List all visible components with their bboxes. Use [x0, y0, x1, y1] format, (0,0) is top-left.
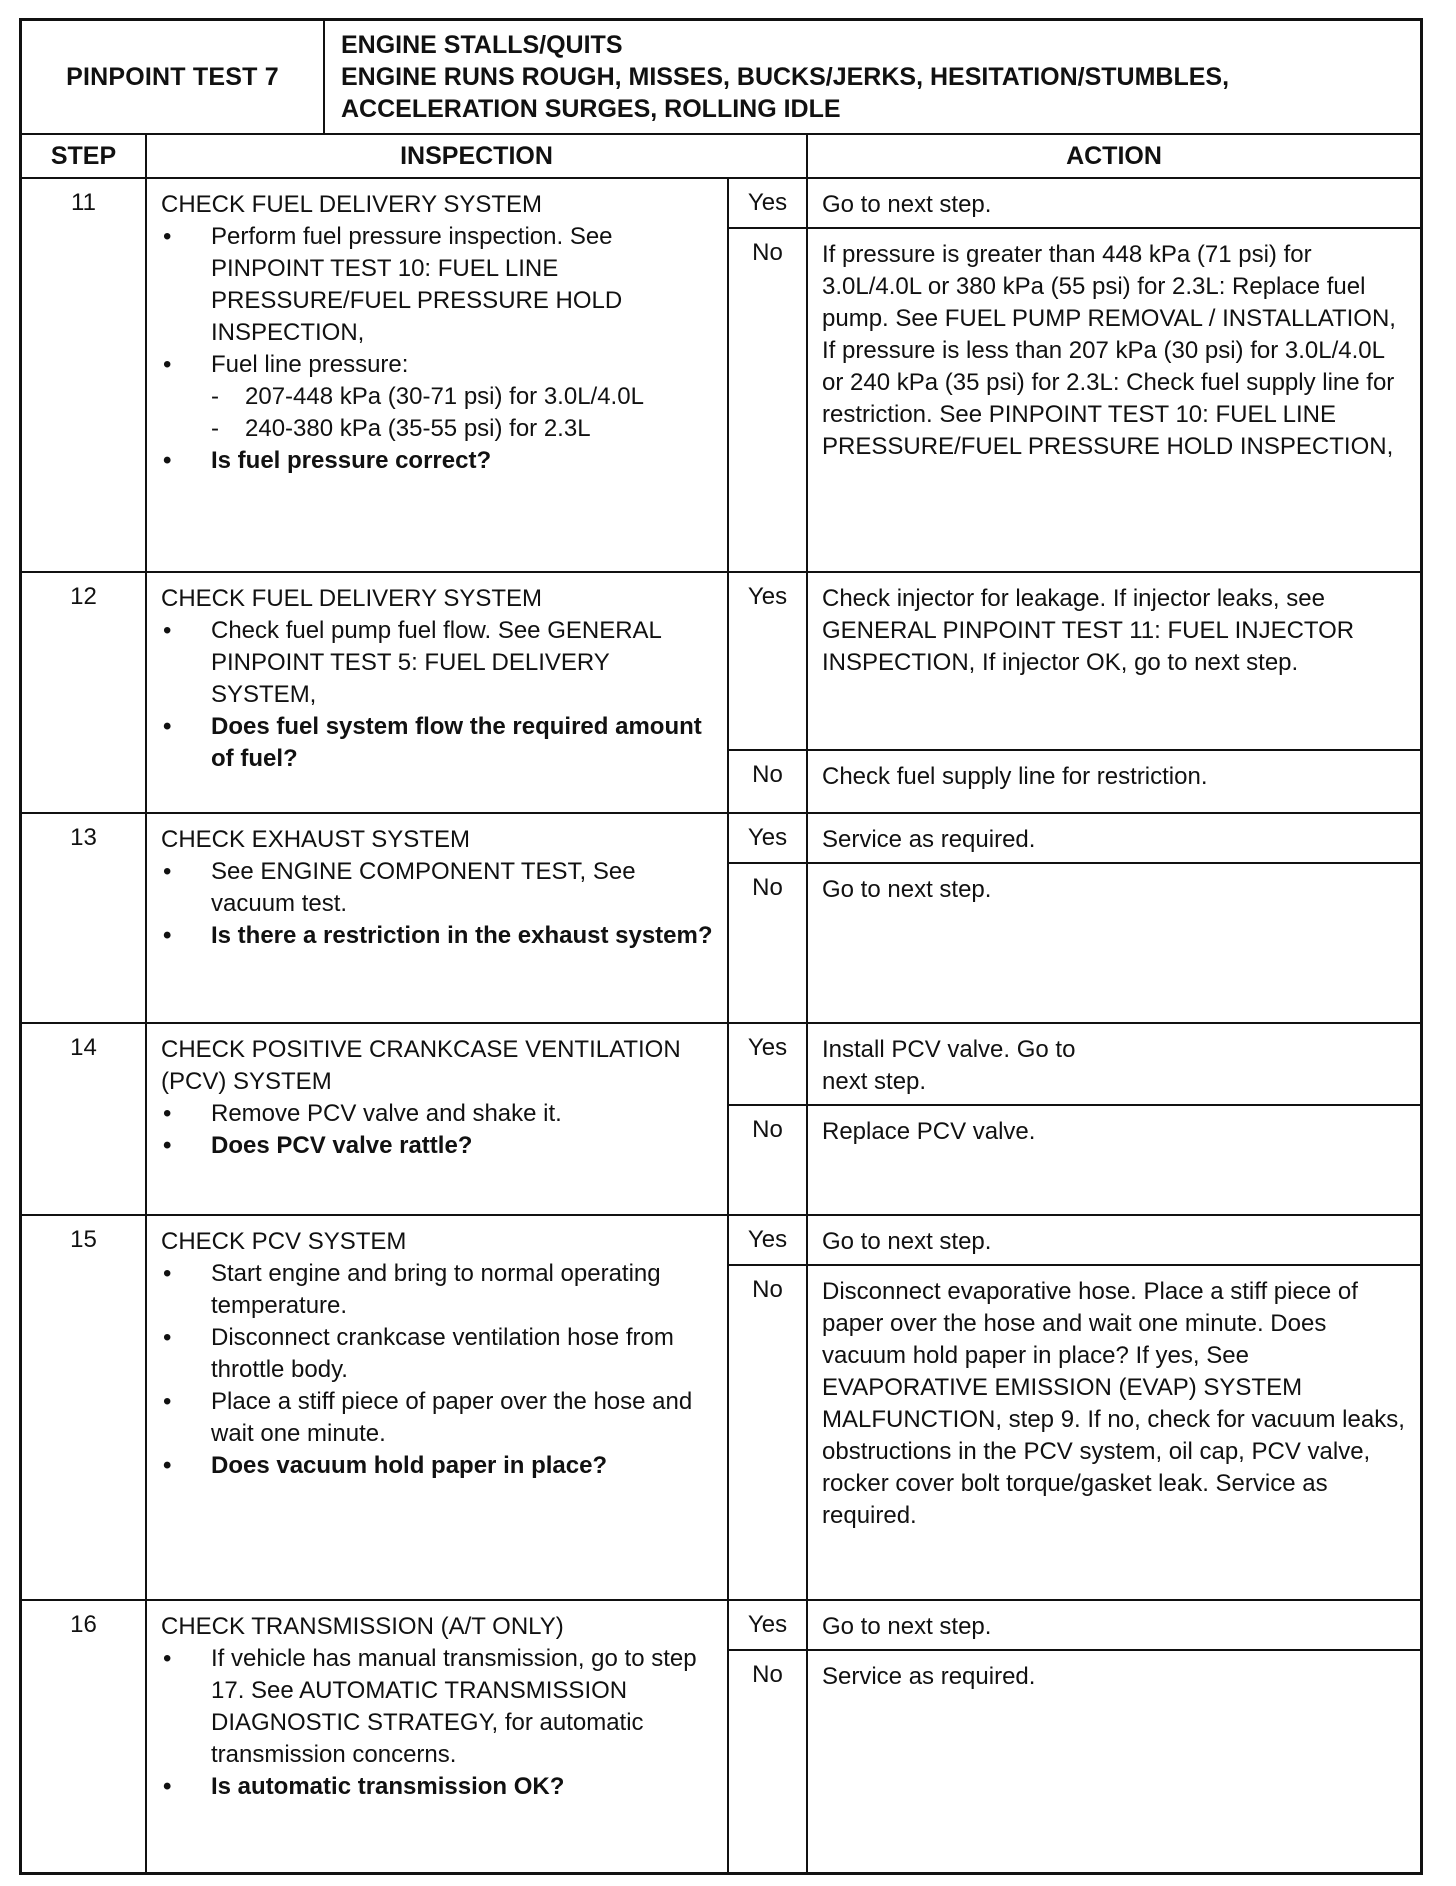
step-title: CHECK POSITIVE CRANKCASE VENTILATION (PCV) SYSTEM: [161, 1036, 681, 1095]
step-row-11: [22, 179, 1420, 573]
yes-action: Install PCV valve. Go to next step.: [822, 1036, 1076, 1095]
yes-label: Yes: [729, 1024, 808, 1104]
no-label: No: [729, 751, 808, 812]
bullet-icon: •: [163, 1773, 172, 1800]
dash-icon: -: [211, 383, 219, 410]
symptom-line: ENGINE STALLS/QUITS: [341, 31, 623, 59]
no-answer: [729, 749, 1420, 812]
answer-column: [729, 179, 1420, 571]
no-action: Replace PCV valve.: [822, 1118, 1036, 1145]
symptom-line: ACCELERATION SURGES, ROLLING IDLE: [341, 95, 841, 123]
yes-answer: [729, 1601, 1420, 1649]
inspection-column-header: INSPECTION: [147, 135, 808, 177]
no-label: No: [729, 229, 808, 571]
inspection-cell: [147, 573, 729, 812]
bullet-icon: •: [163, 1645, 172, 1672]
yes-label: Yes: [729, 1601, 808, 1649]
yes-label: Yes: [729, 179, 808, 227]
bullet-icon: •: [163, 858, 172, 885]
step-title: CHECK EXHAUST SYSTEM: [161, 826, 470, 853]
inspection-bullet: • Remove PCV valve and shake it.: [161, 1098, 717, 1130]
yes-action: Go to next step.: [822, 1228, 992, 1255]
yes-answer: [729, 814, 1420, 862]
yes-label: Yes: [729, 1216, 808, 1264]
inspection-question: • Is automatic transmission OK?: [161, 1771, 717, 1803]
step-title: CHECK PCV SYSTEM: [161, 1228, 407, 1255]
yes-answer: [729, 1216, 1420, 1264]
step-number: 16: [22, 1601, 147, 1872]
no-action: Service as required.: [822, 1663, 1036, 1690]
no-action: Check fuel supply line for restriction.: [822, 763, 1208, 790]
step-row-16: [22, 1601, 1420, 1872]
yes-action: Service as required.: [822, 826, 1036, 853]
bullet-icon: •: [163, 1388, 172, 1415]
step-row-13: [22, 814, 1420, 1024]
answer-column: [729, 814, 1420, 1022]
step-number: 11: [22, 179, 147, 571]
yes-action: Go to next step.: [822, 191, 992, 218]
column-header-row: [22, 133, 1420, 179]
step-row-14: [22, 1024, 1420, 1216]
answer-column: [729, 1024, 1420, 1214]
test-title: PINPOINT TEST 7: [22, 21, 325, 133]
inspection-question: • Does PCV valve rattle?: [161, 1130, 717, 1162]
bullet-icon: •: [163, 351, 172, 378]
bullet-icon: •: [163, 922, 172, 949]
pinpoint-test-table: [19, 18, 1423, 1875]
inspection-bullet: • Fuel line pressure:: [161, 349, 717, 381]
step-column-header: STEP: [22, 135, 147, 177]
step-title: CHECK TRANSMISSION (A/T ONLY): [161, 1613, 564, 1640]
no-label: No: [729, 1106, 808, 1214]
step-title: CHECK FUEL DELIVERY SYSTEM: [161, 191, 542, 218]
inspection-cell: [147, 1024, 729, 1214]
bullet-icon: •: [163, 1452, 172, 1479]
step-row-12: [22, 573, 1420, 814]
yes-answer: [729, 179, 1420, 227]
inspection-subitem: - 240-380 kPa (35-55 psi) for 2.3L: [161, 413, 717, 445]
inspection-bullet: • Disconnect crankcase ventilation hose from throttle body.: [163, 1324, 674, 1383]
step-title: CHECK FUEL DELIVERY SYSTEM: [161, 585, 542, 612]
no-answer: [729, 862, 1420, 1022]
bullet-icon: •: [163, 1132, 172, 1159]
inspection-bullet: • Start engine and bring to normal operating temperature.: [163, 1260, 661, 1319]
answer-column: [729, 1601, 1420, 1872]
yes-action: Go to next step.: [822, 1613, 992, 1640]
no-answer: [729, 1264, 1420, 1599]
step-number: 12: [22, 573, 147, 812]
answer-column: [729, 1216, 1420, 1599]
symptom-line: ENGINE RUNS ROUGH, MISSES, BUCKS/JERKS, HESITATION/STUMBLES,: [341, 63, 1230, 91]
step-number: 14: [22, 1024, 147, 1214]
yes-label: Yes: [729, 573, 808, 749]
bullet-icon: •: [163, 1260, 172, 1287]
no-action: Disconnect evaporative hose. Place a stiff piece of paper over the hose and wait one minute. Does vacuum hold paper in place? If yes, See EVAPORATIVE EMISSION (EVAP) SYSTEM MALFUNCTION, step 9. If no, check for vacuum leaks, obstructions in the PCV system, oil cap, PCV valve, rocker cover bolt torque/gasket leak. Service as required.: [822, 1278, 1405, 1529]
dash-icon: -: [211, 415, 219, 442]
no-action: Go to next step.: [822, 876, 992, 903]
no-action: If pressure is greater than 448 kPa (71 psi) for 3.0L/4.0L or 380 kPa (55 psi) for 2.3L: Replace fuel pump. See FUEL PUMP REMOVAL / INSTALLATION, If pressure is less than 207 kPa (30 psi) for 3.0L/4.0L or 240 kPa (35 psi) for 2.3L: Check fuel supply line for restriction. See PINPOINT TEST 10: FUEL LINE PRESSURE/FUEL PRESSURE HOLD INSPECTION,: [822, 241, 1396, 460]
yes-answer: [729, 573, 1420, 749]
inspection-cell: [147, 1601, 729, 1872]
answer-column: [729, 573, 1420, 812]
no-answer: [729, 1104, 1420, 1214]
inspection-cell: [147, 179, 729, 571]
yes-label: Yes: [729, 814, 808, 862]
inspection-bullet: • Check fuel pump fuel flow. See GENERAL PINPOINT TEST 5: FUEL DELIVERY SYSTEM,: [163, 617, 661, 708]
yes-answer: [729, 1024, 1420, 1104]
no-label: No: [729, 1266, 808, 1599]
inspection-question: • Does fuel system flow the required amount of fuel?: [163, 713, 702, 772]
no-label: No: [729, 864, 808, 1022]
bullet-icon: •: [163, 1100, 172, 1127]
inspection-question: • Is there a restriction in the exhaust system?: [161, 920, 717, 952]
inspection-question: • Is fuel pressure correct?: [161, 445, 717, 477]
no-answer: [729, 227, 1420, 571]
bullet-icon: •: [163, 223, 172, 250]
bullet-icon: •: [163, 1324, 172, 1351]
step-row-15: [22, 1216, 1420, 1601]
inspection-bullet: • Place a stiff piece of paper over the hose and wait one minute.: [163, 1388, 693, 1447]
symptom-description: [325, 21, 1420, 133]
step-number: 15: [22, 1216, 147, 1599]
no-answer: [729, 1649, 1420, 1872]
inspection-subitem: - 207-448 kPa (30-71 psi) for 3.0L/4.0L: [161, 381, 717, 413]
bullet-icon: •: [163, 713, 172, 740]
action-column-header: ACTION: [1066, 141, 1162, 170]
yes-action: Check injector for leakage. If injector leaks, see GENERAL PINPOINT TEST 11: FUEL INJECTOR INSPECTION, If injector OK, go to next step.: [822, 585, 1355, 676]
inspection-bullet: • See ENGINE COMPONENT TEST, See vacuum test.: [163, 858, 636, 917]
inspection-cell: [147, 814, 729, 1022]
step-number: 13: [22, 814, 147, 1022]
inspection-bullet: • If vehicle has manual transmission, go to step 17. See AUTOMATIC TRANSMISSION DIAGNOSTIC STRATEGY, for automatic transmission concerns.: [163, 1645, 697, 1768]
no-label: No: [729, 1651, 808, 1872]
inspection-bullet: • Perform fuel pressure inspection. See PINPOINT TEST 10: FUEL LINE PRESSURE/FUEL PRESSURE HOLD INSPECTION,: [163, 223, 623, 346]
bullet-icon: •: [163, 447, 172, 474]
inspection-question: • Does vacuum hold paper in place?: [161, 1450, 717, 1482]
inspection-cell: [147, 1216, 729, 1599]
bullet-icon: •: [163, 617, 172, 644]
